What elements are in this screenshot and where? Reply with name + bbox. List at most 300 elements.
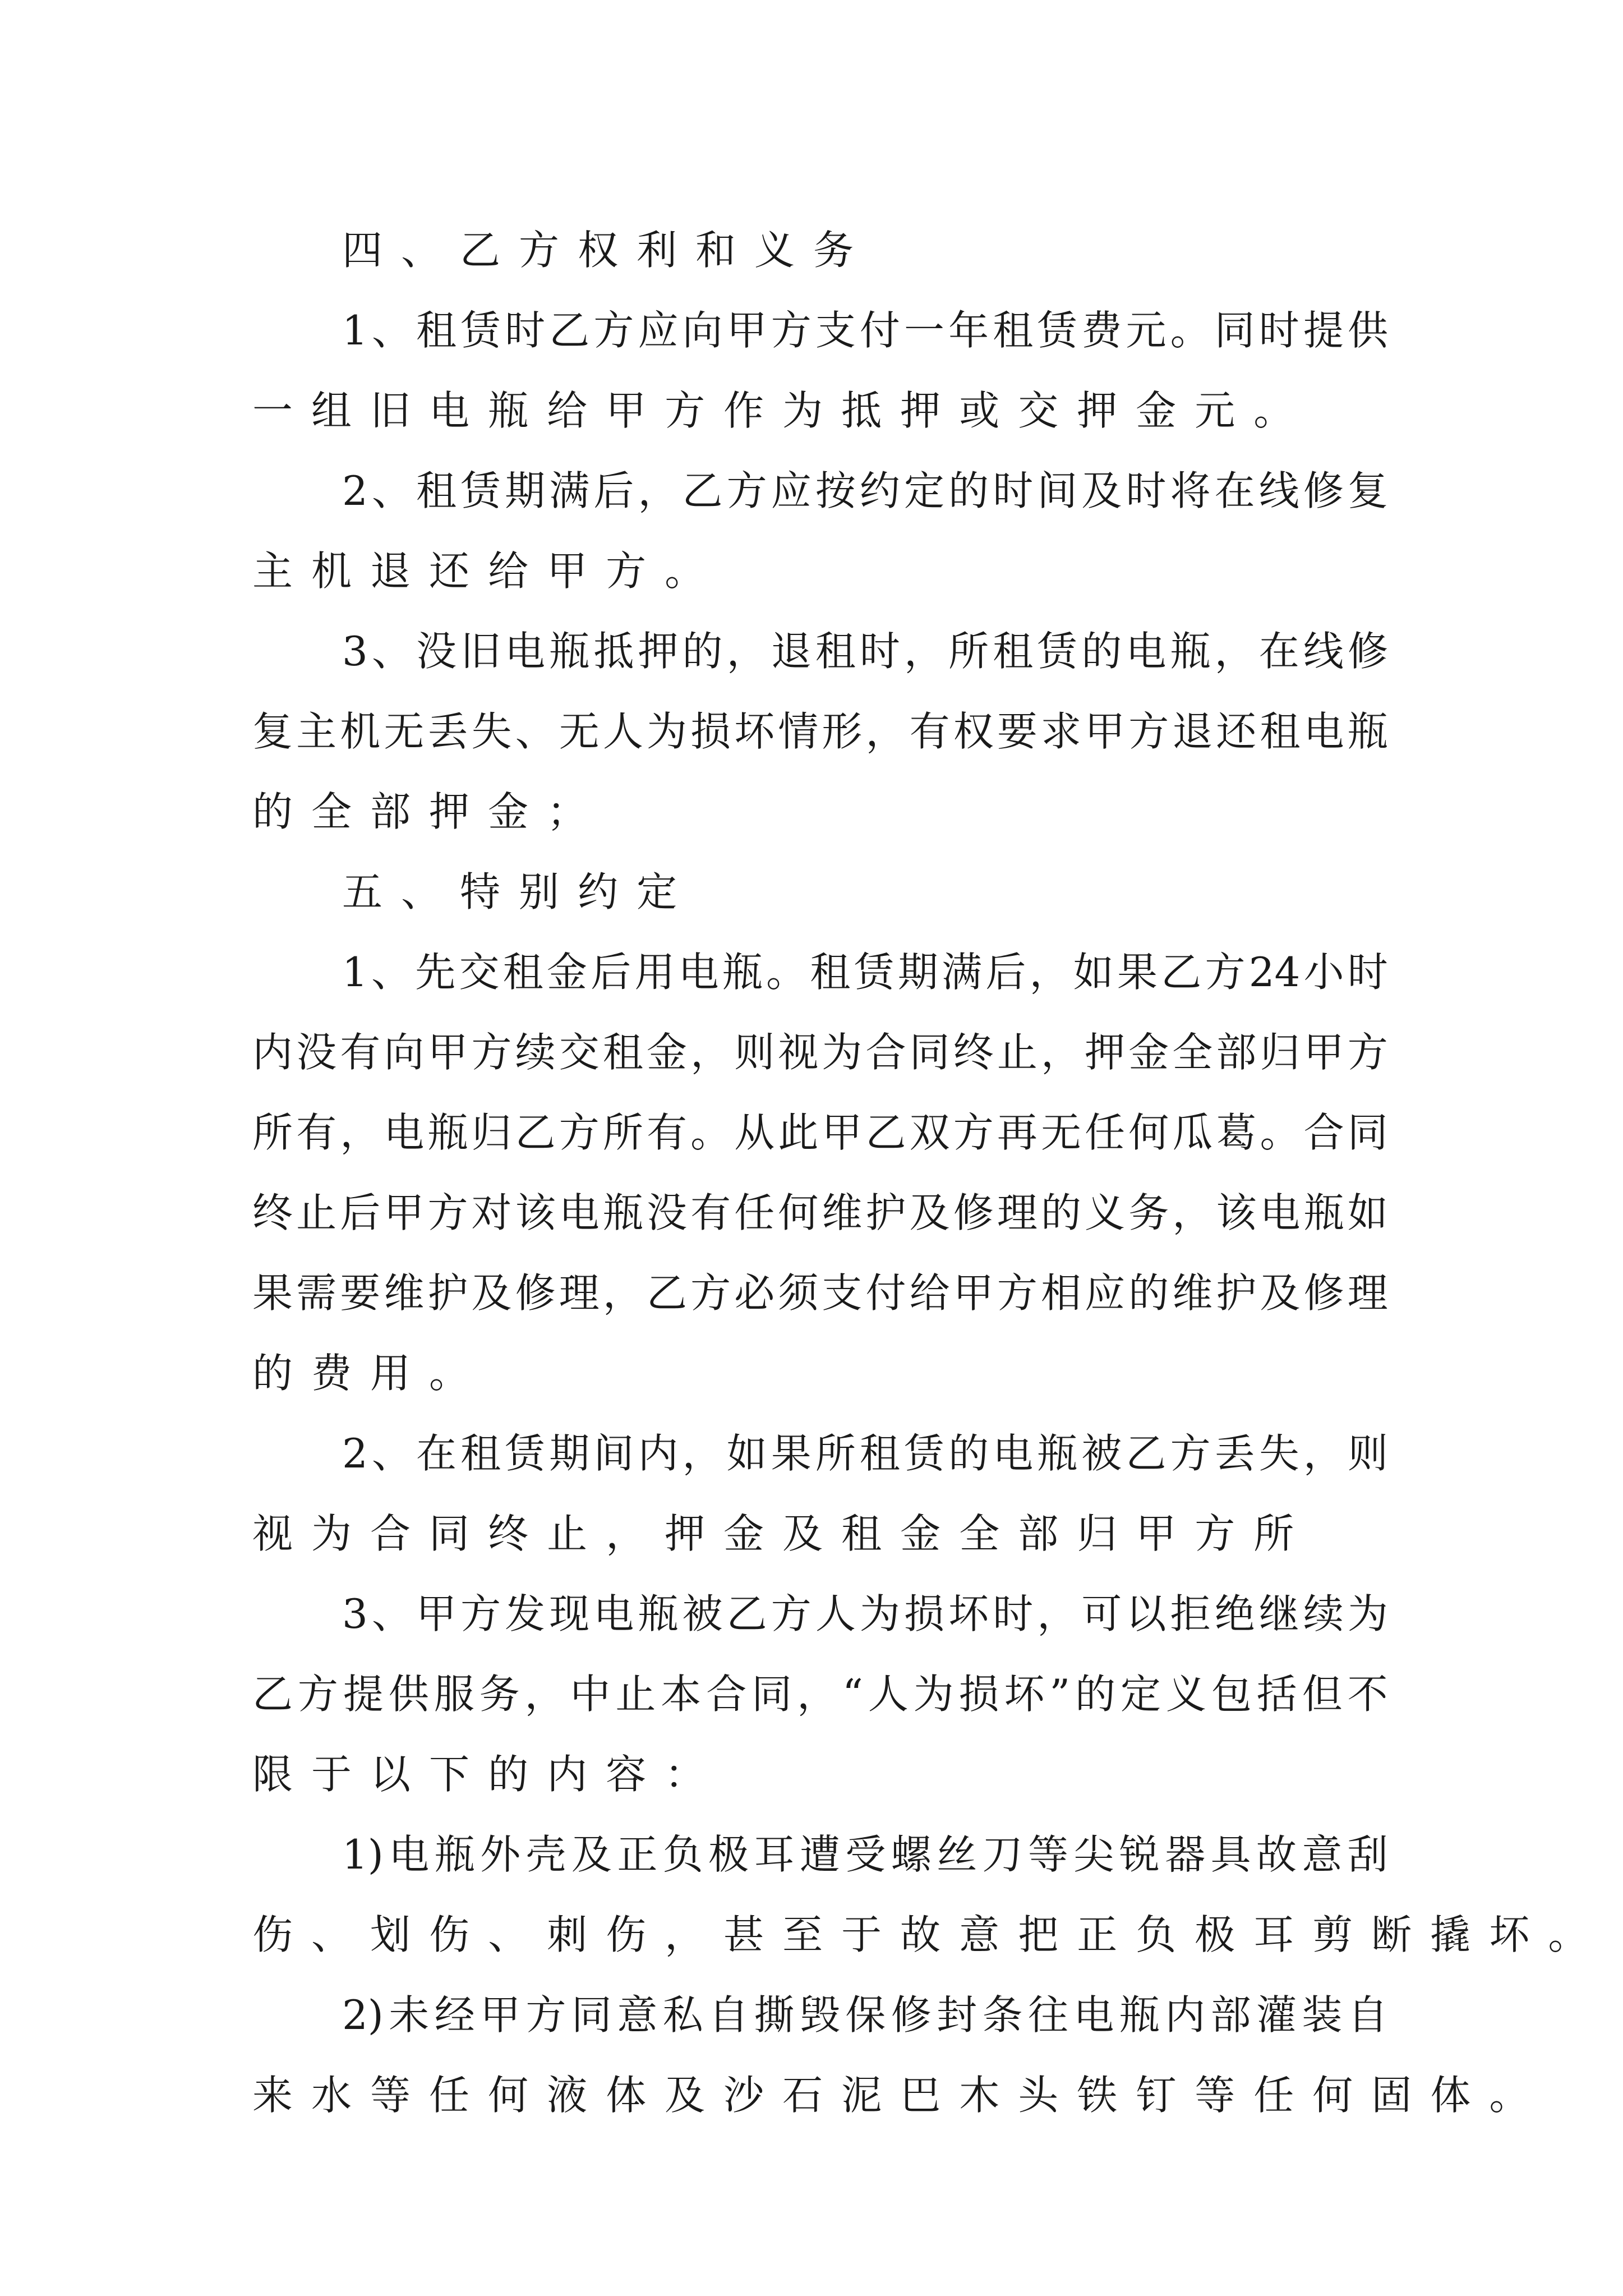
glyph: 瓶 (1037, 1430, 1078, 1477)
glyph: 义 (1165, 1671, 1206, 1718)
clause-5-1-line-4 (252, 1173, 1388, 1253)
glyph: 机 (340, 708, 381, 755)
glyph: 终 (252, 1189, 293, 1236)
glyph: 电 (389, 1831, 430, 1878)
glyph: 赁 (460, 467, 501, 514)
glyph: 乙 (252, 1671, 293, 1718)
glyph: 意 (959, 1911, 1000, 1958)
glyph: 为 (646, 708, 687, 755)
glyph: 应 (771, 467, 811, 514)
glyph: 维 (822, 1189, 863, 1236)
glyph: 止 (547, 1510, 588, 1557)
glyph: 机 (311, 547, 352, 595)
glyph: 还 (429, 547, 470, 595)
glyph: 于 (841, 1911, 882, 1958)
glyph: 于 (311, 1751, 352, 1798)
glyph: 所 (252, 1109, 293, 1156)
glyph: 中 (570, 1671, 611, 1718)
glyph: 失 (1258, 1430, 1299, 1477)
glyph: 瓶 (638, 1590, 679, 1637)
glyph: 巴 (900, 2072, 941, 2119)
clause-5-3-line-2 (252, 1654, 1388, 1734)
glyph: 甲 (953, 1269, 994, 1317)
glyph: 押 (900, 387, 941, 434)
glyph: 主 (252, 547, 293, 595)
glyph: 方 (1128, 708, 1169, 755)
item-1-line-2 (252, 1895, 1589, 1975)
glyph: 时 (993, 1590, 1034, 1637)
glyph: 应 (1085, 1269, 1126, 1317)
glyph: 、 (401, 868, 442, 915)
glyph: 电 (1073, 1991, 1114, 2039)
glyph: 视 (252, 1510, 293, 1557)
glyph: 合 (370, 1510, 411, 1557)
glyph: 坏 (734, 708, 775, 755)
glyph: 及 (471, 1269, 512, 1317)
glyph: 部 (1210, 1991, 1251, 2039)
glyph: ， (1214, 628, 1255, 675)
glyph: 丝 (937, 1831, 978, 1878)
glyph: 甲 (1303, 1029, 1344, 1076)
glyph: 修 (953, 1189, 994, 1236)
glyph: 视 (778, 1029, 819, 1076)
glyph: 同 (429, 1510, 470, 1557)
glyph: 电 (593, 1590, 634, 1637)
clause-4-3-line-3 (252, 772, 1388, 852)
glyph: 、 (311, 1911, 352, 1958)
glyph: 在 (416, 1430, 457, 1477)
glyph: 护 (427, 1269, 468, 1317)
glyph: 必 (734, 1269, 775, 1317)
glyph: 方 (771, 307, 811, 354)
glyph: 定 (1121, 1671, 1161, 1718)
glyph: 押 (1077, 387, 1118, 434)
glyph: 将 (1170, 467, 1211, 514)
clause-4-1-line-2 (252, 371, 1388, 451)
glyph: 形 (822, 708, 863, 755)
glyph: 主 (296, 708, 337, 755)
glyph: ， (1029, 949, 1070, 996)
glyph: 1) (342, 1831, 384, 1878)
glyph: 被 (682, 1590, 723, 1637)
glyph: 应 (638, 307, 679, 354)
glyph: 满 (549, 467, 590, 514)
glyph: 耳 (1253, 1911, 1294, 1958)
glyph: 修 (1303, 467, 1344, 514)
glyph: ， (1172, 1189, 1213, 1236)
glyph: 组 (311, 387, 352, 434)
glyph: 止 (997, 1029, 1038, 1076)
glyph: ， (1303, 1430, 1344, 1477)
glyph: 包 (1211, 1671, 1252, 1718)
glyph: 瓶 (488, 387, 529, 434)
glyph: 电 (1126, 628, 1166, 675)
glyph: 相 (1040, 1269, 1081, 1317)
glyph: 头 (1018, 2072, 1059, 2119)
glyph: 铁 (1077, 2072, 1118, 2119)
glyph: 元 (1126, 307, 1166, 354)
glyph: 后 (340, 1189, 381, 1236)
glyph: 坏 (948, 1590, 989, 1637)
glyph: 刮 (1347, 1831, 1388, 1878)
glyph: 要 (340, 1269, 381, 1317)
glyph: 方 (593, 307, 634, 354)
glyph: 务 (479, 1671, 520, 1718)
glyph: 赁 (854, 949, 895, 996)
glyph: 护 (1216, 1269, 1257, 1317)
glyph: 求 (1040, 708, 1081, 755)
glyph: ， (340, 1109, 381, 1156)
glyph: 间 (593, 1430, 634, 1477)
glyph: 五 (342, 868, 383, 915)
glyph: 修 (1347, 628, 1388, 675)
glyph: 的 (948, 1430, 989, 1477)
glyph: 退 (1172, 708, 1213, 755)
clause-5-2-line-1 (252, 1414, 1388, 1494)
glyph: 给 (547, 387, 588, 434)
glyph: 2 (342, 1430, 368, 1477)
glyph: 间 (1037, 467, 1078, 514)
clause-5-3-line-3 (252, 1734, 1388, 1815)
glyph: ， (1040, 1029, 1081, 1076)
glyph: 为 (1347, 1590, 1388, 1637)
glyph: 往 (1027, 1991, 1068, 2039)
glyph: 等 (1195, 2072, 1235, 2119)
glyph: 刺 (547, 1911, 588, 1958)
glyph: 金 (1128, 1029, 1169, 1076)
glyph: 支 (815, 307, 856, 354)
glyph: 供 (1347, 307, 1388, 354)
glyph: 正 (617, 1831, 658, 1878)
glyph: 断 (1371, 1911, 1412, 1958)
glyph: 金 (488, 788, 529, 835)
glyph: 特 (460, 868, 501, 915)
glyph: 金 (723, 1510, 764, 1557)
glyph: 义 (754, 227, 795, 274)
item-2-line-1 (252, 1975, 1388, 2055)
glyph: 电 (678, 949, 719, 996)
glyph: 方 (606, 547, 647, 595)
glyph: 人 (868, 1671, 909, 1718)
glyph: 时 (993, 467, 1034, 514)
glyph: 任 (1253, 2072, 1294, 2119)
glyph: 耳 (754, 1831, 795, 1878)
item-2-line-2 (252, 2055, 1530, 2136)
glyph: 理 (997, 1189, 1038, 1236)
glyph: 乙 (682, 467, 723, 514)
glyph: 。 (766, 949, 807, 996)
glyph: 利 (637, 227, 677, 274)
glyph: 租 (502, 949, 543, 996)
glyph: 及 (782, 1510, 823, 1557)
glyph: 该 (515, 1189, 556, 1236)
glyph: 的 (1040, 1189, 1081, 1236)
glyph: 瓶 (427, 1109, 468, 1156)
glyph: 修 (1303, 1269, 1344, 1317)
glyph: 电 (1260, 1189, 1301, 1236)
glyph: 的 (252, 788, 293, 835)
glyph: 。 (1489, 2072, 1530, 2119)
glyph: 钉 (1136, 2072, 1177, 2119)
glyph: 给 (488, 547, 529, 595)
glyph: ， (524, 1671, 565, 1718)
glyph: 小 (1303, 949, 1344, 996)
glyph: 约 (578, 868, 619, 915)
glyph: 终 (953, 1029, 994, 1076)
glyph: 何 (778, 1189, 819, 1236)
glyph: 复 (252, 708, 293, 755)
glyph: 定 (637, 868, 677, 915)
glyph: 无 (1040, 1109, 1081, 1156)
glyph: 合 (865, 1029, 906, 1076)
glyph: 修 (891, 1991, 932, 2039)
glyph: ， (904, 628, 945, 675)
glyph: 时 (505, 307, 546, 354)
glyph: 液 (547, 2072, 588, 2119)
clause-5-1-line-6 (252, 1333, 1388, 1414)
clause-5-2-line-2 (252, 1494, 1388, 1574)
glyph: 丢 (1214, 1430, 1255, 1477)
glyph: 时 (1347, 949, 1388, 996)
glyph: 有 (340, 1029, 381, 1076)
glyph: 发 (505, 1590, 546, 1637)
glyph: 甲 (726, 307, 767, 354)
glyph: 有 (690, 1189, 731, 1236)
clause-5-1-line-3 (252, 1093, 1388, 1173)
glyph: 为 (782, 387, 823, 434)
glyph: ， (797, 1671, 838, 1718)
glyph: 绝 (1214, 1590, 1255, 1637)
glyph: 等 (370, 2072, 411, 2119)
glyph: 。 (690, 1109, 731, 1156)
glyph: 期 (505, 467, 546, 514)
glyph: 方 (1195, 1510, 1235, 1557)
contract-body (252, 210, 1589, 2136)
glyph: 体 (1430, 2072, 1471, 2119)
glyph: 的 (948, 467, 989, 514)
glyph: 交 (1018, 387, 1059, 434)
glyph: ， (606, 1510, 647, 1557)
glyph: 甲 (427, 1029, 468, 1076)
glyph: 撬 (1430, 1911, 1471, 1958)
glyph: “ (842, 1671, 863, 1718)
glyph: 方 (1205, 949, 1246, 996)
glyph: 部 (1216, 1029, 1257, 1076)
glyph: 但 (1302, 1671, 1343, 1718)
glyph: 。 (1253, 387, 1294, 434)
glyph: 所 (602, 1109, 643, 1156)
glyph: 瓶 (434, 1831, 475, 1878)
glyph: 后 (593, 467, 634, 514)
glyph: 保 (845, 1991, 886, 2039)
glyph: 内 (547, 1751, 588, 1798)
glyph: 止 (615, 1671, 656, 1718)
glyph: 负 (1136, 1911, 1177, 1958)
glyph: 2 (342, 467, 368, 514)
glyph: 没 (296, 1029, 337, 1076)
glyph: 元 (1195, 387, 1235, 434)
glyph: 无 (384, 708, 425, 755)
glyph: 为 (311, 1510, 352, 1557)
glyph: 的 (682, 628, 723, 675)
glyph: 付 (865, 1269, 906, 1317)
glyph: 方 (427, 1189, 468, 1236)
glyph: 则 (1347, 1430, 1388, 1477)
glyph: 方 (1347, 1029, 1388, 1076)
glyph: 3 (342, 1590, 368, 1637)
glyph: 在 (1214, 467, 1255, 514)
glyph: 和 (695, 227, 736, 274)
glyph: 1 (342, 949, 368, 996)
glyph: 电 (1303, 708, 1344, 755)
glyph: 故 (1256, 1831, 1297, 1878)
glyph: 方 (690, 1269, 731, 1317)
glyph: 约 (859, 467, 900, 514)
glyph: 所 (1253, 1510, 1294, 1557)
glyph: 时 (859, 628, 900, 675)
glyph: 须 (778, 1269, 819, 1317)
glyph: 期 (549, 1430, 590, 1477)
glyph: 时 (1258, 307, 1299, 354)
glyph: 如 (1073, 949, 1114, 996)
glyph: 瓶 (1347, 708, 1388, 755)
glyph: 用 (370, 1350, 411, 1397)
glyph: 、 (488, 1911, 529, 1958)
glyph: 此 (778, 1109, 819, 1156)
glyph: 甲 (606, 387, 647, 434)
glyph: 甲 (1136, 1510, 1177, 1557)
glyph: ， (682, 1430, 723, 1477)
glyph: 提 (343, 1671, 384, 1718)
glyph: ， (602, 1269, 643, 1317)
glyph: 内 (1165, 1991, 1206, 2039)
glyph: 甲 (547, 547, 588, 595)
glyph: 未 (389, 1991, 430, 2039)
glyph: 旧 (370, 387, 411, 434)
glyph: 意 (1302, 1831, 1343, 1878)
glyph: 义 (1085, 1189, 1126, 1236)
glyph: 不 (1347, 1671, 1388, 1718)
glyph: 封 (937, 1991, 978, 2039)
glyph: 经 (434, 1991, 475, 2039)
glyph: 及 (665, 2072, 706, 2119)
glyph: 任 (734, 1189, 775, 1236)
glyph: 为 (822, 1029, 863, 1076)
glyph: 满 (942, 949, 983, 996)
glyph: 遭 (799, 1831, 840, 1878)
glyph: 1 (342, 307, 368, 354)
glyph: 在 (1258, 628, 1299, 675)
glyph: 瓶 (549, 628, 590, 675)
glyph: 人 (602, 708, 643, 755)
glyph: 租 (416, 467, 457, 514)
glyph: 伤 (252, 1911, 293, 1958)
glyph: 人 (815, 1590, 856, 1637)
glyph: 外 (480, 1831, 521, 1878)
glyph: ， (665, 1911, 706, 1958)
glyph: 时 (1126, 467, 1166, 514)
glyph: 本 (661, 1671, 702, 1718)
glyph: 内 (252, 1029, 293, 1076)
glyph: 同 (571, 1991, 612, 2039)
glyph: 容 (606, 1751, 647, 1798)
glyph: 定 (904, 467, 945, 514)
glyph: 方 (471, 1029, 512, 1076)
glyph: 费 (311, 1350, 352, 1397)
glyph: 后 (985, 949, 1026, 996)
glyph: 金 (646, 1029, 687, 1076)
glyph: 极 (1195, 1911, 1235, 1958)
glyph: 乙 (726, 1590, 767, 1637)
glyph: 任 (1085, 1109, 1126, 1156)
glyph: 方 (665, 387, 706, 434)
glyph: 费 (1081, 307, 1122, 354)
glyph: 务 (813, 227, 854, 274)
glyph: 乙 (460, 227, 501, 274)
glyph: 3 (342, 628, 368, 675)
glyph: 服 (434, 1671, 474, 1718)
glyph: 全 (959, 1510, 1000, 1557)
glyph: 体 (606, 2072, 647, 2119)
glyph: 对 (471, 1189, 512, 1236)
glyph: 自 (708, 1991, 749, 2039)
glyph: 从 (734, 1109, 775, 1156)
glyph: 2) (342, 1991, 384, 2039)
glyph: 来 (252, 2072, 293, 2119)
glyph: 赁 (904, 1430, 945, 1477)
glyph: 条 (982, 1991, 1023, 2039)
glyph: 。 (429, 1350, 470, 1397)
glyph: 电 (993, 1430, 1034, 1477)
glyph: 水 (311, 2072, 352, 2119)
glyph: 何 (1312, 2072, 1353, 2119)
glyph: 为 (913, 1671, 954, 1718)
item-1-line-1 (252, 1815, 1388, 1895)
glyph: 甲 (1085, 708, 1126, 755)
glyph: 年 (948, 307, 989, 354)
glyph: 。 (1548, 1911, 1589, 1958)
glyph: 的 (1081, 628, 1122, 675)
glyph: 极 (708, 1831, 749, 1878)
glyph: 部 (1018, 1510, 1059, 1557)
glyph: 用 (634, 949, 675, 996)
glyph: 内 (638, 1430, 679, 1477)
glyph: ： (665, 1751, 706, 1798)
glyph: 装 (1302, 1991, 1343, 2039)
glyph: 丢 (427, 708, 468, 755)
glyph: 旧 (460, 628, 501, 675)
clause-5-1-line-5 (252, 1253, 1388, 1333)
glyph: 赁 (1037, 307, 1078, 354)
glyph: 撕 (754, 1991, 795, 2039)
glyph: 向 (682, 307, 723, 354)
glyph: 尖 (1073, 1831, 1114, 1878)
glyph: 押 (1085, 1029, 1126, 1076)
glyph: 壳 (525, 1831, 566, 1878)
glyph: 退 (771, 628, 811, 675)
glyph: 四 (342, 227, 383, 274)
glyph: 何 (488, 2072, 529, 2119)
glyph: 被 (1081, 1430, 1122, 1477)
glyph: 。 (665, 547, 706, 595)
glyph: 租 (602, 1029, 643, 1076)
glyph: 归 (1077, 1510, 1118, 1557)
glyph: 部 (370, 788, 411, 835)
glyph: 交 (559, 1029, 600, 1076)
heading-special-terms (252, 852, 1388, 932)
glyph: 方 (771, 1590, 811, 1637)
glyph: 果 (771, 1430, 811, 1477)
